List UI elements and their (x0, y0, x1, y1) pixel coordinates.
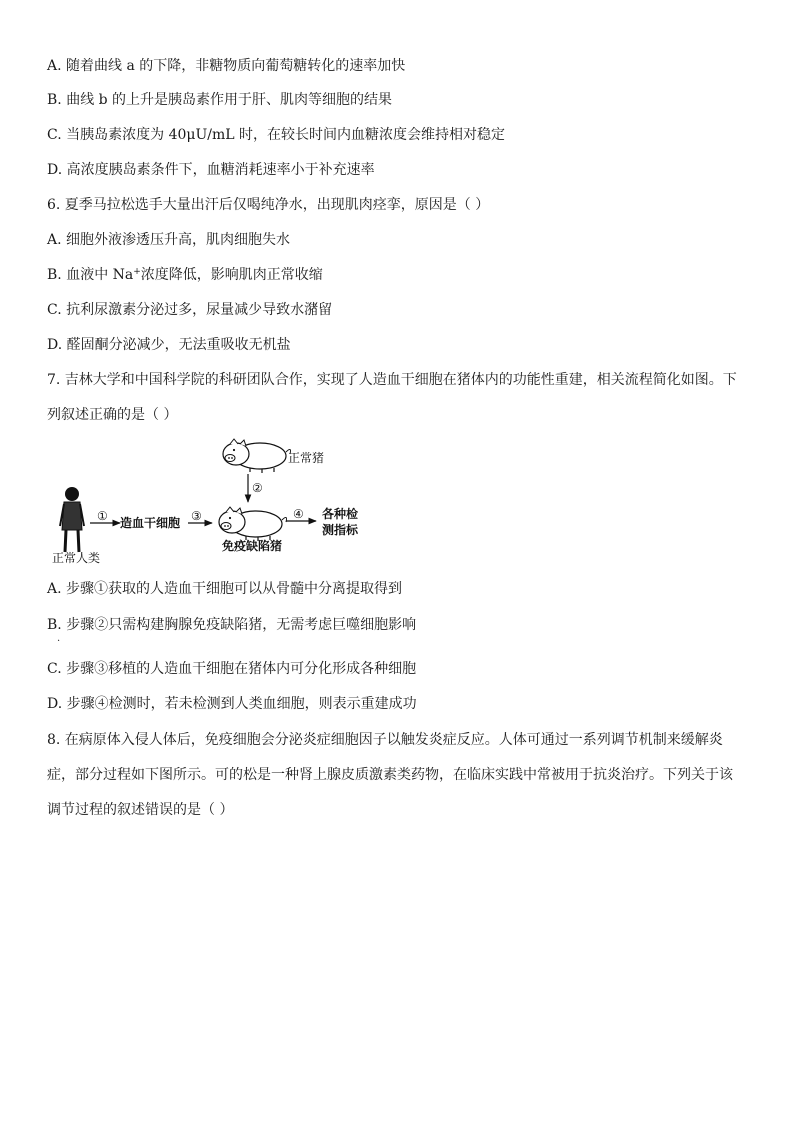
option-6b-suffix: 浓度降低，影响肌肉正常收缩 (140, 267, 323, 283)
normal-pig-label: 正常猪 (288, 451, 325, 465)
option-7c: C. 步骤③移植的人造血干细胞在猪体内可分化形成各种细胞 (47, 661, 417, 677)
human-label: 正常人类 (52, 551, 101, 565)
question-8-line3: 调节过程的叙述错误的是（ ） (47, 802, 234, 818)
option-7a: A. 步骤①获取的人造血干细胞可以从骨髓中分离提取得到 (47, 581, 403, 597)
option-7b: B. 步骤②只需构建胸腺免疫缺陷猪，无需考虑巨噬细胞影响 (47, 617, 417, 633)
hsc-label: 造血干细胞 (120, 516, 181, 530)
question-8-line1: 8. 在病原体入侵人体后，免疫细胞会分泌炎症细胞因子以触发炎症反应。人体可通过一系列调节机制来缓解炎 (47, 732, 723, 748)
question-7-line1: 7. 吉林大学和中国科学院的科研团队合作，实现了人造血干细胞在猪体内的功能性重建，相关流程简化如图。下 (47, 372, 737, 388)
question-8-line2: 症，部分过程如下图所示。可的松是一种肾上腺皮质激素类药物，在临床实践中常被用于抗炎治疗。下列关于该 (47, 767, 733, 783)
hsc-reconstruction-diagram (40, 432, 380, 572)
option-7d: D. 步骤④检测时，若未检测到人类血细胞，则表示重建成功 (47, 696, 417, 712)
question-6: 6. 夏季马拉松选手大量出汗后仅喝纯净水，出现肌肉痉挛，原因是（ ） (47, 197, 490, 213)
immunodeficient-pig-icon (219, 507, 287, 541)
indicators-label-line1: 各种检 (322, 507, 359, 521)
option-5c: C. 当胰岛素浓度为 40μU/mL 时，在较长时间内血糖浓度会维持相对稳定 (47, 127, 506, 143)
option-6b-prefix: B. 血液中 Na (47, 267, 134, 283)
normal-pig-icon (223, 439, 291, 473)
immunodeficient-pig-label: 免疫缺陷猪 (222, 539, 283, 553)
sodium-charge: + (133, 267, 141, 277)
step-4-label: ④ (293, 507, 304, 521)
option-6c: C. 抗利尿激素分泌过多，尿量减少导致水潴留 (47, 302, 333, 318)
question-7-line2: 列叙述正确的是（ ） (47, 407, 178, 423)
step-3-label: ③ (191, 509, 202, 523)
option-5d: D. 高浓度胰岛素条件下，血糖消耗速率小于补充速率 (47, 162, 375, 178)
step-1-label: ① (97, 509, 108, 523)
option-6b (47, 265, 323, 285)
option-6d: D. 醛固酮分泌减少，无法重吸收无机盐 (47, 337, 291, 353)
indicators-label-line2: 测指标 (322, 523, 359, 537)
option-5a: A. 随着曲线 a 的下降，非糖物质向葡萄糖转化的速率加快 (47, 58, 406, 74)
option-6a: A. 细胞外液渗透压升高，肌肉细胞失水 (47, 232, 291, 248)
stray-dot: · (57, 636, 61, 647)
step-2-label: ② (252, 481, 263, 495)
option-5b: B. 曲线 b 的上升是胰岛素作用于肝、肌肉等细胞的结果 (47, 92, 393, 108)
human-figure-icon (60, 487, 84, 552)
